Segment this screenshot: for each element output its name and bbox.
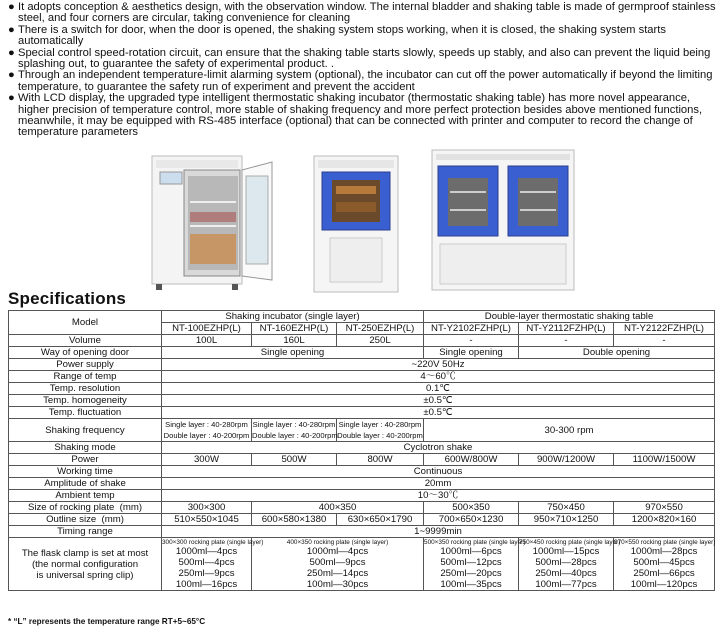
table-cell: 970×550	[614, 502, 715, 514]
table-cell: 600W/800W	[424, 454, 519, 466]
feature-item: ● Special control speed-rotation circuit, can ensure that the shaking table starts slowly, speeds up stably, and also can prevent the liquid being splashing out, to guarantee the safety of experimental product. .	[8, 46, 711, 71]
group-header: Double-layer thermostatic shaking table	[424, 311, 715, 323]
group-header: Shaking incubator (single layer)	[162, 311, 424, 323]
row-label: Temp. resolution	[9, 383, 162, 395]
row-label: Temp. fluctuation	[9, 407, 162, 419]
table-cell: 4～60℃	[162, 371, 715, 383]
footnote: * “L” represents the temperature range RT+5~65°C	[8, 617, 206, 626]
specifications-title: Specifications	[8, 289, 127, 308]
table-cell: -	[519, 335, 614, 347]
table-row	[9, 478, 715, 490]
row-label: Range of temp	[9, 371, 162, 383]
row-label: Volume	[9, 335, 162, 347]
table-row	[9, 538, 715, 591]
table-row	[9, 490, 715, 502]
table-cell: 400×350	[252, 502, 424, 514]
table-row	[9, 514, 715, 526]
table-cell: ±0.5℃	[162, 395, 715, 407]
table-cell: 500W	[252, 454, 337, 466]
row-label: Shaking frequency	[9, 419, 162, 442]
table-cell: 250L	[337, 335, 424, 347]
table-row	[9, 335, 715, 347]
feature-item: ● Through an independent temperature-limit alarming system (optional), the incubator can cut off the power automatically if beyond the limiting temperature, to guarantee the safety run of experiment and prevent the accident	[8, 69, 713, 93]
table-cell: 20mm	[162, 478, 715, 490]
model-cell: NT-Y2102FZHP(L)	[424, 323, 519, 335]
model-cell: NT-100EZHP(L)	[162, 323, 252, 335]
table-cell: Single opening	[162, 347, 424, 359]
table-cell: 950×710×1250	[519, 514, 614, 526]
table-row	[9, 311, 715, 323]
row-label: Size of rocking plate (mm)	[9, 502, 162, 514]
table-cell: 500×350	[424, 502, 519, 514]
table-cell: Cyclotron shake	[162, 442, 715, 454]
table-cell: Single layer : 40-280rpm Double layer : 40-200rpm	[252, 420, 338, 440]
row-label: The flask clamp is set at most (the normal configuration is universal spring clip)	[9, 538, 162, 591]
open-incubator-image	[150, 152, 280, 294]
row-label: Power	[9, 454, 162, 466]
table-cell: 1200×820×160	[614, 514, 715, 526]
feature-list	[8, 2, 716, 139]
row-label: Power supply	[9, 359, 162, 371]
table-cell: 900W/1200W	[519, 454, 614, 466]
row-label: Working time	[9, 466, 162, 478]
feature-item: ● It adopts conception & aesthetics design, with the observation window. The internal bladder and shaking table is made of germproof stainless steel, and four corners are circular, taking convenience for cleaning	[8, 1, 716, 25]
table-row	[9, 502, 715, 514]
row-label: Shaking mode	[9, 442, 162, 454]
single-layer-incubator-image	[310, 152, 400, 294]
table-row	[9, 454, 715, 466]
row-label: Outline size (mm)	[9, 514, 162, 526]
specifications-table	[8, 310, 715, 591]
model-cell: NT-Y2122FZHP(L)	[614, 323, 715, 335]
table-cell: 700×650×1230	[424, 514, 519, 526]
table-row	[9, 383, 715, 395]
feature-item: ● There is a switch for door, when the door is opened, the shaking system stops working, when it is closed, the shaking system starts automatically	[8, 23, 666, 48]
table-cell: 100L	[162, 335, 252, 347]
double-layer-incubator-image	[428, 148, 578, 294]
table-row	[9, 407, 715, 419]
table-cell: 0.1℃	[162, 383, 715, 395]
flask-cell: 400×350 rocking plate (single layer) 1000ml—4pcs 500ml—9pcs 250ml—14pcs 100ml—30pcs	[252, 538, 424, 591]
table-row	[9, 359, 715, 371]
table-cell: ±0.5℃	[162, 407, 715, 419]
flask-cell: 500×350 rocking plate (single layer) 1000ml—6pcs 500ml—12pcs 250ml—20pcs 100ml—35pcs	[424, 538, 526, 590]
table-row	[9, 466, 715, 478]
table-cell: 30-300 rpm	[424, 419, 715, 442]
table-cell: 160L	[252, 335, 337, 347]
model-cell: NT-250EZHP(L)	[337, 323, 424, 335]
table-cell: Single layer : 40-280rpm Double layer : 40-200rpm	[162, 419, 252, 442]
table-cell: 510×550×1045	[162, 514, 252, 526]
row-label: Model	[9, 311, 162, 335]
table-row	[9, 347, 715, 359]
table-cell: -	[614, 335, 715, 347]
table-cell: Single layer : 40-280rpm Double layer : 40-200rpm	[337, 420, 423, 440]
row-label: Temp. homogeneity	[9, 395, 162, 407]
table-row	[9, 526, 715, 538]
row-label: Ambient temp	[9, 490, 162, 502]
model-cell: NT-160EZHP(L)	[252, 323, 337, 335]
product-photos	[0, 148, 720, 298]
flask-cell: 970×550 rocking plate (single layer) 1000ml—28pcs 500ml—45pcs 250ml—66pcs 100ml—120pcs	[614, 538, 716, 590]
feature-item: ● With LCD display, the upgraded type intelligent thermostatic shaking incubator (thermostatic shaking table) has more novel appearance, higher precision of temperature control, more stable of shaking frequency and more perfect protection besides above mentioned functions, meanwhile, it may be equipped with RS-485 interface (optional) that can be connected with printer and computer to record the change of temperature parameters	[8, 92, 703, 139]
table-cell: 750×450	[519, 502, 614, 514]
row-label: Way of opening door	[9, 347, 162, 359]
table-cell: Double opening	[519, 347, 715, 359]
table-cell: 630×650×1790	[337, 514, 424, 526]
table-row	[9, 395, 715, 407]
table-cell: 800W	[337, 454, 424, 466]
table-cell: 10～30℃	[162, 490, 715, 502]
flask-cell: 300×300 rocking plate (single layer) 1000ml—4pcs 500ml—4pcs 250ml—9pcs 100ml—16pcs	[162, 538, 264, 590]
table-cell: Continuous	[162, 466, 715, 478]
table-cell: 600×580×1380	[252, 514, 337, 526]
table-row	[9, 442, 715, 454]
table-cell: 1~9999min	[162, 526, 715, 538]
row-label: Amplitude of shake	[9, 478, 162, 490]
table-cell: 300×300	[162, 502, 252, 514]
table-cell: Single opening	[424, 347, 519, 359]
row-label: Timing range	[9, 526, 162, 538]
table-cell: -	[424, 335, 519, 347]
flask-cell: 750×450 rocking plate (single layer) 1000ml—15pcs 500ml—28pcs 250ml—40pcs 100ml—77pcs	[519, 538, 621, 590]
table-row	[9, 419, 715, 442]
table-row	[9, 371, 715, 383]
model-cell: NT-Y2112FZHP(L)	[519, 323, 614, 335]
table-cell: 1100W/1500W	[614, 454, 715, 466]
table-cell: 300W	[162, 454, 252, 466]
table-cell: ~220V 50Hz	[162, 359, 715, 371]
